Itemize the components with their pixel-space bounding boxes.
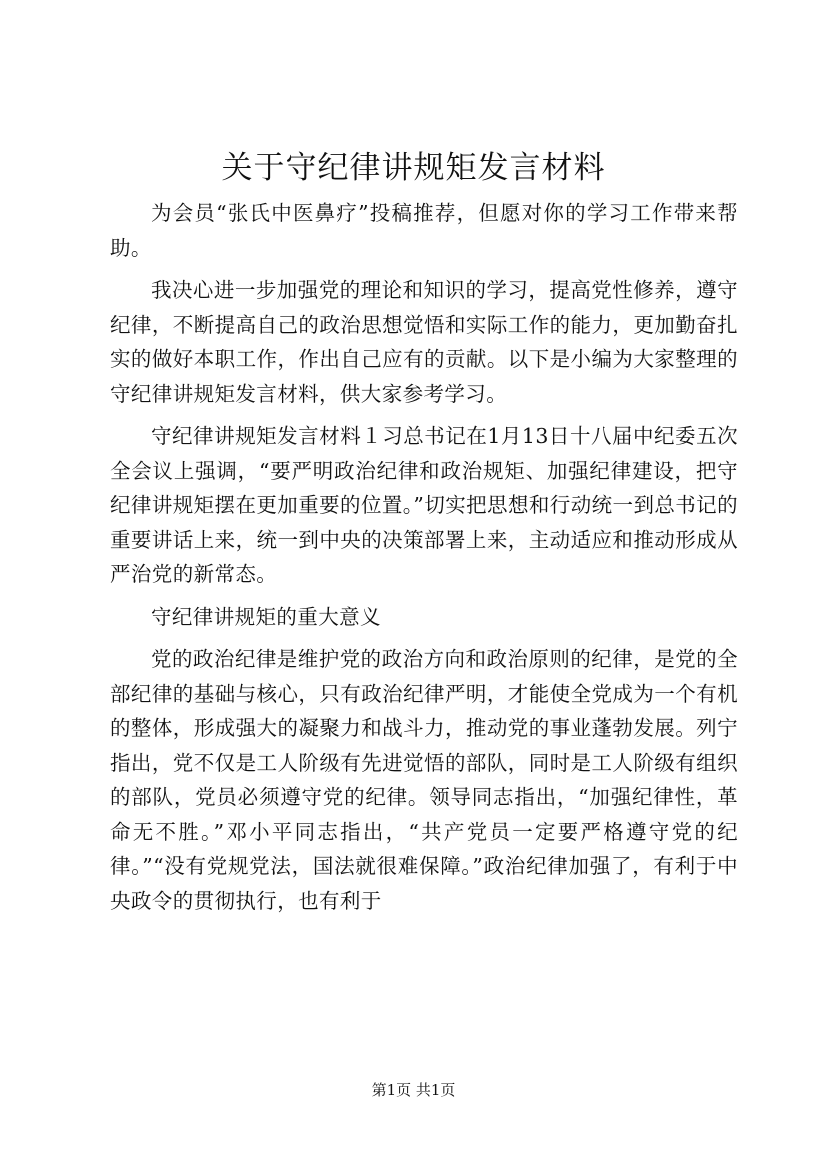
document-title: 关于守纪律讲规矩发言材料 (221, 150, 606, 186)
paragraph-resolution: 我决心进一步加强党的理论和知识的学习，提高党性修养，遵守纪律，不断提高自己的政治思想觉悟和实际工作的能力，更加勤奋扎实的做好本职工作，作出自己应有的贡献。以下是小编为大家整理的守纪律讲规矩发言材料，供大家参考学习。 (110, 278, 738, 406)
paragraph-significance: 党的政治纪律是维护党的政治方向和政治原则的纪律，是党的全部纪律的基础与核心，只有政治纪律严明，才能使全党成为一个有机的整体，形成强大的凝聚力和战斗力，推动党的事业蓬勃发展。列宁指出，党不仅是工人阶级有先进觉悟的部队，同时是工人阶级有组织的部队，党员必须遵守党的纪律。领导同志指出，“加强纪律性，革命无不胜。”邓小平同志指出，“共产党员一定要严格遵守党的纪律。”“没有党规党法，国法就很难保障。”政治纪律加强了，有利于中央政令的贯彻执行，也有利于 (110, 647, 738, 913)
section-heading: 守纪律讲规矩的重大意义 (151, 604, 381, 629)
page-footer: 第1页 共1页 (371, 1081, 456, 1099)
paragraph-intro: 为会员“张氏中医鼻疗”投稿推荐，但愿对你的学习工作带来帮助。 (110, 201, 738, 260)
document-body (110, 196, 738, 918)
paragraph-material-1: 守纪律讲规矩发言材料１习总书记在1月13日十八届中纪委五次全会议上强调，“要严明政治纪律和政治规矩、加强纪律建设，把守纪律讲规矩摆在更加重要的位置。”切实把思想和行动统一到总书记的重要讲话上来，统一到中央的决策部署上来，主动适应和推动形成从严治党的新常态。 (110, 424, 738, 586)
